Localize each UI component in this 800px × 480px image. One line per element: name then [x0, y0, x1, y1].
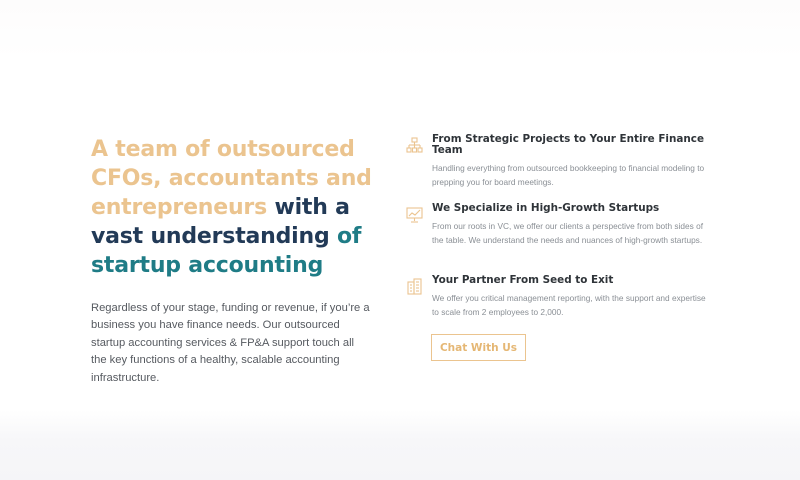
feature-item: [406, 134, 707, 189]
headline-part-3: of startup accounting: [91, 224, 362, 278]
feature-text: From our roots in VC, we offer our clients a perspective from both sides of the table. We understand the needs and nuances of high-growth startups.: [432, 221, 703, 245]
feature-title: From Strategic Projects to Your Entire Finance Team: [432, 133, 704, 156]
feature-text: Handling everything from outsourced bookkeeping to financial modeling to prepping you for board meetings.: [432, 163, 705, 187]
feature-title: Your Partner From Seed to Exit: [432, 274, 614, 286]
headline-part-2: with a vast understanding: [91, 195, 350, 249]
feature-item: [406, 275, 707, 319]
hero-intro-text: Regardless of your stage, funding or revenue, if you’re a business you have finance needs. Our outsourced startup accounting services & FP&A support touch all the key functions of a healthy, scalable accounting infrastructure.: [91, 302, 370, 384]
buildings-icon: [406, 278, 423, 295]
hero-headline: [91, 135, 381, 280]
headline-part-1: A team of outsourced CFOs, accountants and entrepreneurs: [91, 137, 372, 220]
hero-headline-block: [91, 135, 381, 280]
feature-title: We Specialize in High-Growth Startups: [432, 202, 660, 214]
chat-with-us-button[interactable]: Chat With Us: [431, 334, 526, 361]
org-chart-icon: [406, 137, 423, 154]
chart-board-icon: [406, 206, 423, 223]
feature-item: [406, 203, 707, 247]
feature-text: We offer you critical management reporting, with the support and expertise to scale from 2 employees to 2,000.: [432, 293, 706, 317]
